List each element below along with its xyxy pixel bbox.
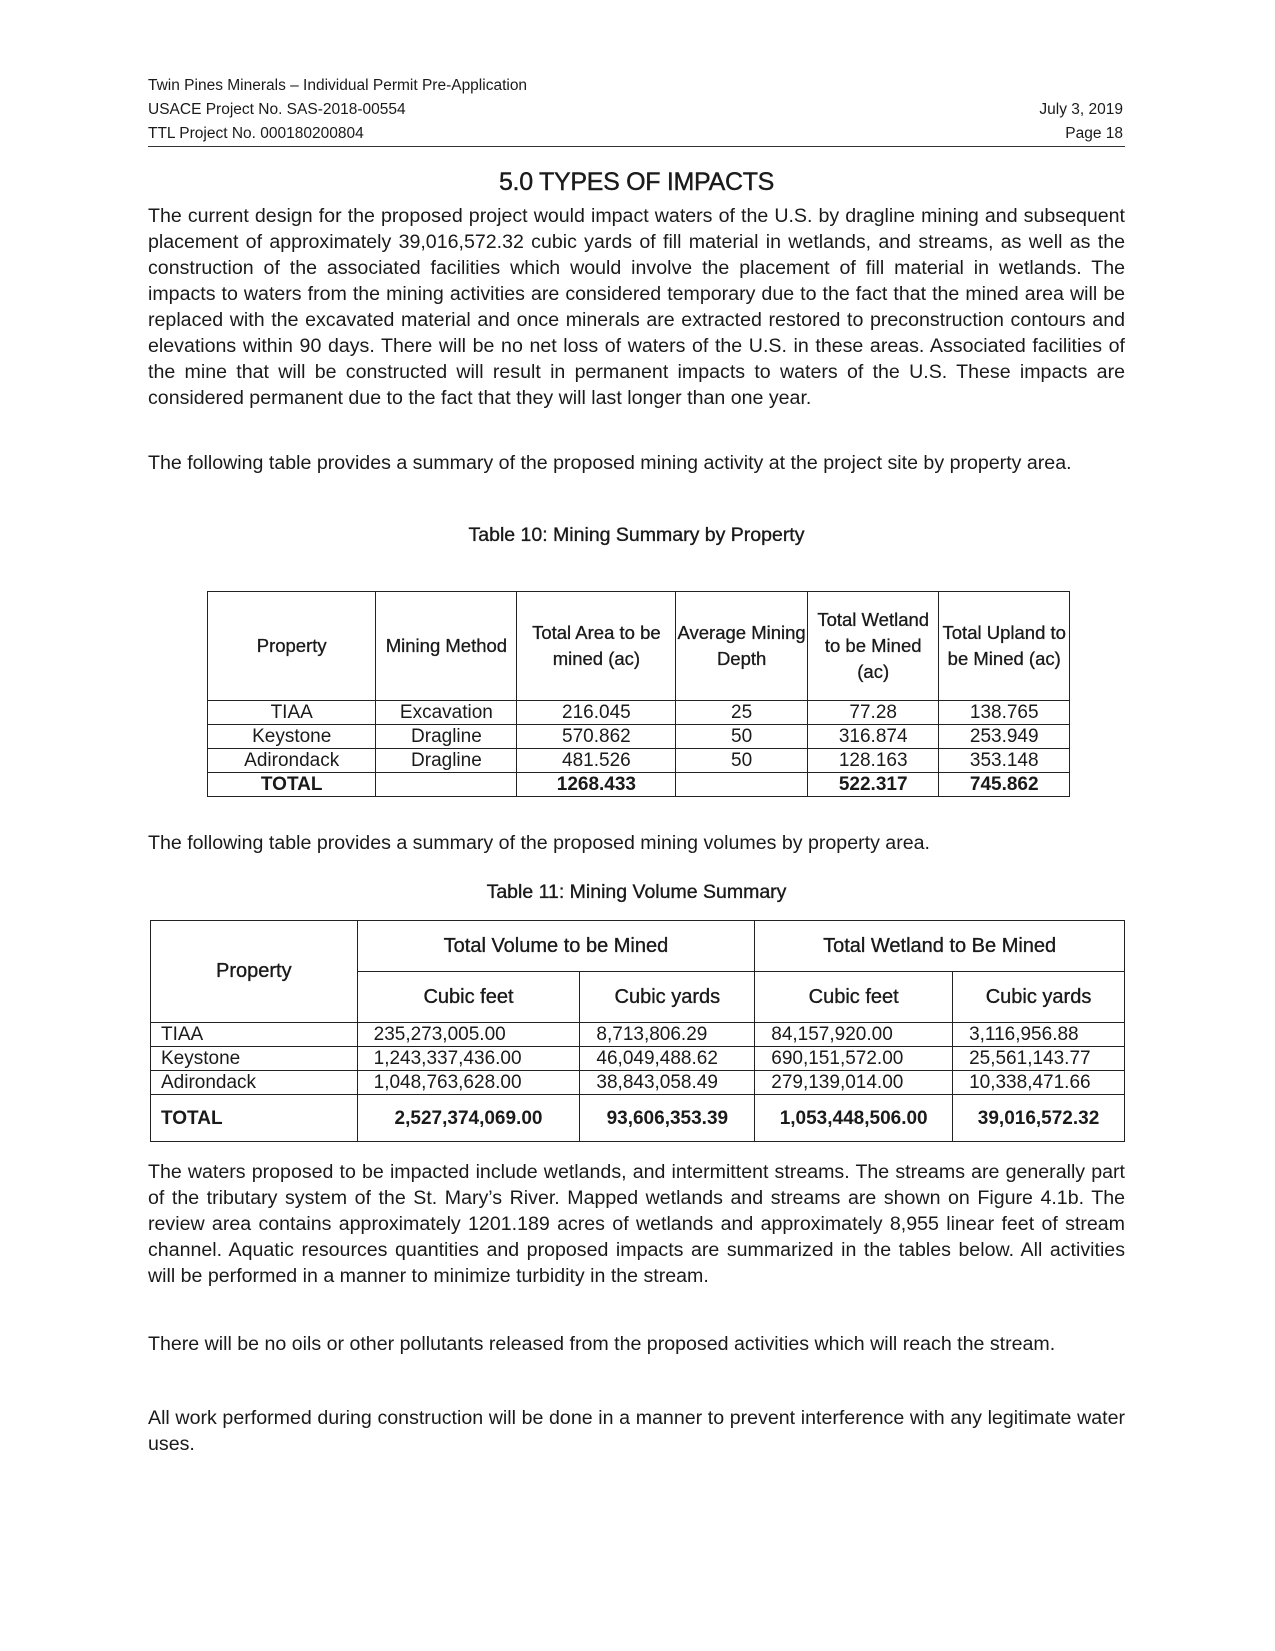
table-header-row	[208, 592, 1070, 701]
table-total-row	[208, 773, 1070, 797]
table-header-cell: Total Area to be mined (ac)	[517, 592, 676, 701]
table-header-cell: Cubic feet	[357, 972, 580, 1023]
table-header-cell: Cubic yards	[953, 972, 1125, 1023]
table-header-cell: Property	[151, 921, 358, 1023]
table-cell: 50	[676, 725, 808, 749]
table-row	[208, 749, 1070, 773]
table-cell: 128.163	[807, 749, 939, 773]
table-cell: 84,157,920.00	[755, 1023, 953, 1047]
table-header-cell: Total Upland to be Mined (ac)	[939, 592, 1070, 701]
table-header-cell: Mining Method	[376, 592, 517, 701]
paragraph-pollutants: There will be no oils or other pollutants released from the proposed activities which will reach the stream.	[148, 1333, 1056, 1355]
table-cell: 46,049,488.62	[580, 1047, 755, 1071]
table-cell: Dragline	[376, 725, 517, 749]
table-row	[151, 1023, 1125, 1047]
table-cell: 39,016,572.32	[953, 1095, 1125, 1142]
table-cell: 353.148	[939, 749, 1070, 773]
table-cell: 1,048,763,628.00	[357, 1071, 580, 1095]
header-right	[1039, 98, 1123, 146]
header-usace-number: USACE Project No. SAS-2018-00554	[148, 101, 406, 118]
table-row	[208, 701, 1070, 725]
table-cell: 481.526	[517, 749, 676, 773]
table-cell: 3,116,956.88	[953, 1023, 1125, 1047]
table-cell: 50	[676, 749, 808, 773]
table11-caption: Table 11: Mining Volume Summary	[486, 881, 787, 903]
table-cell: 77.28	[807, 701, 939, 725]
mining-summary-table	[207, 591, 1070, 797]
table10-caption: Table 10: Mining Summary by Property	[468, 524, 805, 546]
table-cell: 10,338,471.66	[953, 1071, 1125, 1095]
table-cell: Adirondack	[208, 749, 376, 773]
table-cell: 1,053,448,506.00	[755, 1095, 953, 1142]
table-cell: 93,606,353.39	[580, 1095, 755, 1142]
table-cell: 1,243,337,436.00	[357, 1047, 580, 1071]
table-cell: 8,713,806.29	[580, 1023, 755, 1047]
table-header-cell: Property	[208, 592, 376, 701]
table-header-group: Total Wetland to Be Mined	[755, 921, 1125, 972]
table-cell: 570.862	[517, 725, 676, 749]
paragraph-water-uses: All work performed during construction will be done in a manner to prevent interference with any legitimate water uses.	[148, 1407, 1125, 1455]
table-header-cell: Cubic yards	[580, 972, 755, 1023]
table-cell: TIAA	[151, 1023, 358, 1047]
table-cell	[376, 773, 517, 797]
header-left	[148, 74, 527, 146]
table-row	[151, 1071, 1125, 1095]
table-cell: 253.949	[939, 725, 1070, 749]
table-header-cell: Cubic feet	[755, 972, 953, 1023]
table-cell: 235,273,005.00	[357, 1023, 580, 1047]
paragraph-waters-impacted: The waters proposed to be impacted include wetlands, and intermittent streams. The streams are generally part of the tributary system of the St. Mary’s River. Mapped wetlands and streams are shown on Figure 4.1b. The review area contains approximately 1201.189 acres of wetlands and approximately 8,955 linear feet of stream channel. Aquatic resources quantities and proposed impacts are summarized in the tables below. All activities will be performed in a manner to minimize turbidity in the stream.	[148, 1161, 1125, 1287]
page-header	[148, 74, 1125, 147]
table-cell: 138.765	[939, 701, 1070, 725]
table-cell: 216.045	[517, 701, 676, 725]
section-title: 5.0 TYPES OF IMPACTS	[498, 168, 775, 196]
paragraph-impacts-intro: The current design for the proposed project would impact waters of the U.S. by dragline mining and subsequent placement of approximately 39,016,572.32 cubic yards of fill material in wetlands, and streams, as well as the construction of the associated facilities which would involve the placement of fill material in wetlands. The impacts to waters from the mining activities are considered temporary due to the fact that the mined area will be replaced with the excavated material and once minerals are extracted restored to preconstruction contours and elevations within 90 days. There will be no net loss of waters of the U.S. in these areas. Associated facilities of the mine that will be constructed will result in permanent impacts to waters of the U.S. These impacts are considered permanent due to the fact that they will last longer than one year.	[148, 205, 1125, 409]
paragraph-table10-intro: The following table provides a summary of the proposed mining activity at the project site by property area.	[148, 452, 1072, 474]
table-row	[151, 1047, 1125, 1071]
table-header-group: Total Volume to be Mined	[357, 921, 755, 972]
header-project-title: Twin Pines Minerals – Individual Permit Pre-Application	[148, 77, 528, 94]
table-cell: 745.862	[939, 773, 1070, 797]
paragraph-table11-intro: The following table provides a summary of the proposed mining volumes by property area.	[148, 832, 930, 854]
table-cell: 25	[676, 701, 808, 725]
table-cell: TOTAL	[151, 1095, 358, 1142]
table-cell: Dragline	[376, 749, 517, 773]
header-date: July 3, 2019	[1039, 101, 1123, 118]
table-cell: TOTAL	[208, 773, 376, 797]
table-header-row	[151, 921, 1125, 972]
table-cell	[676, 773, 808, 797]
table-cell: 279,139,014.00	[755, 1071, 953, 1095]
table-row	[208, 725, 1070, 749]
header-ttl-number: TTL Project No. 000180200804	[148, 125, 364, 142]
table-cell: 522.317	[807, 773, 939, 797]
table-header-cell: Average Mining Depth	[676, 592, 808, 701]
table-cell: Keystone	[151, 1047, 358, 1071]
table-cell: 2,527,374,069.00	[357, 1095, 580, 1142]
table-cell: TIAA	[208, 701, 376, 725]
table-cell: Adirondack	[151, 1071, 358, 1095]
mining-volume-table	[150, 920, 1125, 1142]
table-total-row	[151, 1095, 1125, 1142]
table-cell: 316.874	[807, 725, 939, 749]
table-header-cell: Total Wetland to be Mined (ac)	[807, 592, 939, 701]
table-cell: 25,561,143.77	[953, 1047, 1125, 1071]
header-page-number: Page 18	[1065, 125, 1123, 142]
table-cell: 1268.433	[517, 773, 676, 797]
table-cell: 38,843,058.49	[580, 1071, 755, 1095]
table-cell: Excavation	[376, 701, 517, 725]
table-cell: Keystone	[208, 725, 376, 749]
table-cell: 690,151,572.00	[755, 1047, 953, 1071]
